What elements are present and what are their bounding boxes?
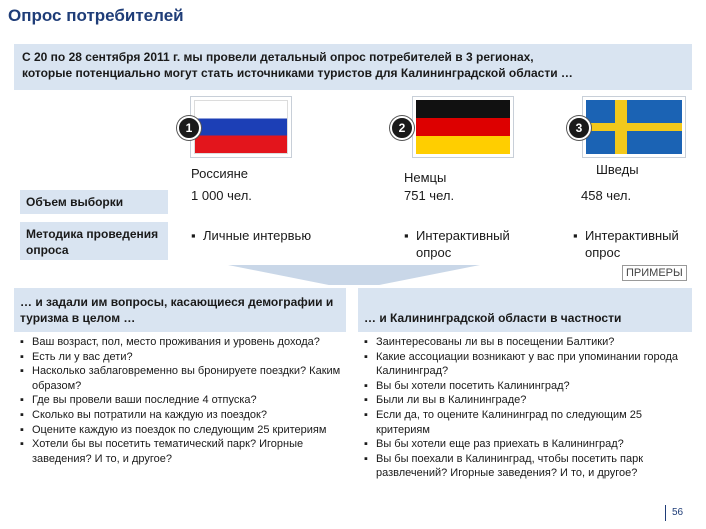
list-item: ▪ Вы бы хотели еще раз приехать в Калининград? <box>364 437 690 452</box>
page-title: Опрос потребителей <box>8 6 184 25</box>
page-number: 56 <box>665 505 683 521</box>
sample-count-2: 751 чел. <box>404 188 455 203</box>
list-item: ▪ Сколько вы потратили на каждую из поездок? <box>20 408 342 423</box>
left-question-list <box>20 335 342 466</box>
list-item: ▪ Какие ассоциации возникают у вас при упоминании города Калининград? <box>364 350 690 379</box>
list-item: ▪ Были ли вы в Калининграде? <box>364 393 690 408</box>
country-name-3: Шведы <box>596 162 639 177</box>
connector-arrow <box>228 265 480 285</box>
list-item: ▪ Заинтересованы ли вы в посещении Балтики? <box>364 335 690 350</box>
list-item: ▪ Если да, то оцените Калининград по следующим 25 критериям <box>364 408 690 437</box>
flag-sweden-frame <box>582 96 686 158</box>
country-badge-2: 2 <box>390 116 414 140</box>
flag-russia-icon <box>194 100 288 154</box>
examples-tag: ПРИМЕРЫ <box>622 265 687 281</box>
flag-germany-frame <box>412 96 514 158</box>
list-item: ▪ Вы бы поехали в Калининград, чтобы посетить парк развлечений? Игорные заведения? И то, и другое? <box>364 452 690 481</box>
intro-line-2: которые потенциально могут стать источниками туристов для Калининградской области … <box>22 66 573 80</box>
list-item: ▪ Ваш возраст, пол, место проживания и уровень дохода? <box>20 335 342 350</box>
list-item: ▪ Вы бы хотели посетить Калининград? <box>364 379 690 394</box>
intro-line-1: С 20 по 28 сентября 2011 г. мы провели детальный опрос потребителей в 3 регионах, <box>22 50 534 64</box>
country-badge-3: 3 <box>567 116 591 140</box>
flag-russia-frame <box>190 96 292 158</box>
country-badge-1: 1 <box>177 116 201 140</box>
flag-germany-icon <box>416 100 510 154</box>
sample-count-3: 458 чел. <box>581 188 632 203</box>
flag-sweden-icon <box>586 100 682 154</box>
sample-count-1: 1 000 чел. <box>191 188 252 203</box>
list-item: ▪ Где вы провели ваши последние 4 отпуска? <box>20 393 342 408</box>
country-name-2: Немцы <box>404 170 447 185</box>
list-item: ▪ Есть ли у вас дети? <box>20 350 342 365</box>
list-item: ▪ Оцените каждую из поездок по следующим 25 критериям <box>20 423 342 438</box>
right-question-list <box>364 335 690 481</box>
intro-box <box>14 44 692 90</box>
country-name-1: Россияне <box>191 166 249 181</box>
row-label-method: Методика проведения опроса <box>20 222 168 260</box>
left-panel-heading: … и задали им вопросы, касающиеся демографии и туризма в целом … <box>14 288 346 332</box>
list-item: ▪ Хотели бы вы посетить тематический парк? Игорные заведения? И то, и другое? <box>20 437 342 466</box>
method-2: ▪ Интерактивный опрос <box>404 228 510 260</box>
method-3: ▪ Интерактивный опрос <box>573 228 679 260</box>
method-1: ▪ Личные интервью <box>191 228 312 243</box>
list-item: ▪ Насколько заблаговременно вы бронируете поездки? Каким образом? <box>20 364 342 393</box>
row-label-sample: Объем выборки <box>20 190 168 214</box>
right-panel-heading: … и Калининградской области в частности <box>358 288 692 332</box>
